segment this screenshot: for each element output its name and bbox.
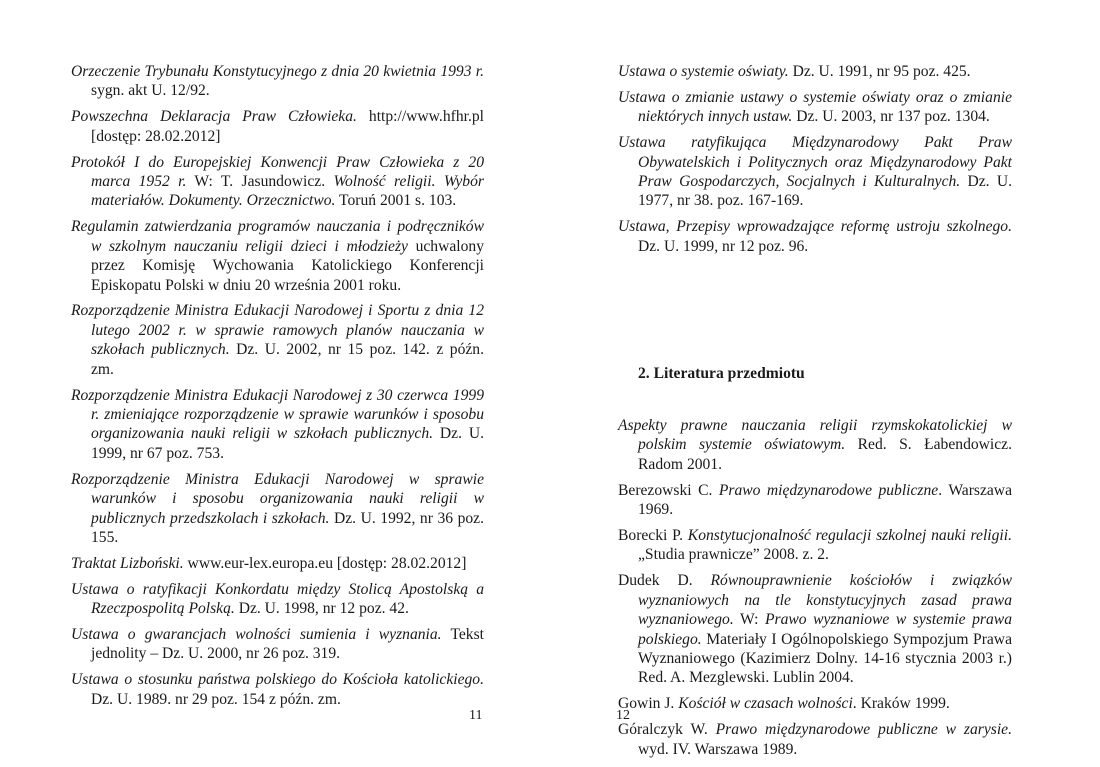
right-column [618,62,1012,758]
literature-entry: Góralczyk W. Prawo międzynarodowe publiczne w zarysie. wyd. IV. Warszawa 1989. [618,721,1012,758]
bibliography-entry: Ustawa ratyfikująca Międzynarodowy Pakt Praw Obywatelskich i Politycznych oraz Międzynarodowy Pakt Praw Gospodarczych, Socjalnych i Kulturalnych. Dz. U. 1977, nr 38. poz. 167-169. [618,134,1012,210]
bibliography-entry: Ustawa o ratyfikacji Konkordatu między Stolicą Apostolską a Rzeczpospolitą Polską. Dz. U. 1998, nr 12 poz. 42. [71,580,484,618]
right-page [550,0,1100,767]
literature-entry: Aspekty prawne nauczania religii rzymskokatolickiej w polskim systemie oświatowym. Red. S. Łabendowicz. Radom 2001. [618,417,1012,473]
bibliography-entry: Orzeczenie Trybunału Konstytucyjnego z dnia 20 kwietnia 1993 r. sygn. akt U. 12/92. [71,63,484,100]
bibliography-entry: Rozporządzenie Ministra Edukacji Narodowej z 30 czerwca 1999 r. zmieniające rozporządzenie w sprawie warunków i sposobu organizowania nauki religii w szkołach publicznych. Dz. U. 1999, nr 67 poz. 753. [71,386,484,462]
page-number: 12 [616,708,630,723]
bibliography-entry: Ustawa o stosunku państwa polskiego do Kościoła katolickiego. Dz. U. 1989. nr 29 poz. 154 z późn. zm. [71,671,484,708]
bibliography-entry: Regulamin zatwierdzania programów nauczania i podręczników w szkolnym nauczaniu religii dzieci i młodzieży uchwalony przez Komisję Wychowania Katolickiego Konferencji Episkopatu Polski w dniu 20 września 2001 roku. [71,218,484,294]
literature-entry: Borecki P. Konstytucjonalność regulacji szkolnej nauki religii. „Studia prawnicze” 2008. z. 2. [618,527,1012,564]
bibliography-entry: Rozporządzenie Ministra Edukacji Narodowej i Sportu z dnia 12 lutego 2002 r. w sprawie ramowych planów nauczania w szkołach publicznych. Dz. U. 2002, nr 15 poz. 142. z późn. zm. [71,302,484,378]
bibliography-entry: Ustawa o zmianie ustawy o systemie oświaty oraz o zmianie niektórych innych ustaw. Dz. U. 2003, nr 137 poz. 1304. [618,88,1012,126]
literature-entry: Gowin J. Kościół w czasach wolności. Kraków 1999. [618,695,950,713]
left-bibliography [71,62,484,716]
bibliography-entry: Ustawa o systemie oświaty. Dz. U. 1991, nr 95 poz. 425. [618,63,971,80]
literature-entry: Dudek D. Równouprawnienie kościołów i związków wyznaniowych na tle konstytucyjnych zasad prawa wyznaniowego. W: Prawo wyznaniowe w systemie prawa polskiego. Materiały I Ogólnopolskiego Sympozjum Prawa Wyznaniowego (Kazimierz Dolny. 14-16 stycznia 2003 r.) Red. A. Mezglewski. Lublin 2004. [618,572,1012,687]
right-bibliography [618,62,1012,256]
literature-list [618,416,1012,766]
bibliography-entry: Protokół I do Europejskiej Konwencji Praw Człowieka z 20 marca 1952 r. W: T. Jasundowicz. Wolność religii. Wybór materiałów. Dokumenty. Orzecznictwo. Toruń 2001 s. 103. [71,153,484,210]
bibliography-entry: Ustawa, Przepisy wprowadzające reformę ustroju szkolnego. Dz. U. 1999, nr 12 poz. 96. [618,218,1012,255]
literature-entry: Berezowski C. Prawo międzynarodowe publiczne. Warszawa 1969. [618,481,1012,519]
page-number: 11 [469,708,483,723]
section-heading: 2. Literatura przedmiotu [638,365,805,382]
bibliography-entry: Traktat Lizboński. www.eur-lex.europa.eu [dostęp: 28.02.2012] [71,554,467,572]
bibliography-entry: Rozporządzenie Ministra Edukacji Narodowej w sprawie warunków i sposobu organizowania nauki religii w publicznych przedszkolach i szkołach. Dz. U. 1992, nr 36 poz. 155. [71,470,484,546]
bibliography-entry: Ustawa o gwarancjach wolności sumienia i wyznania. Tekst jednolity – Dz. U. 2000, nr 26 poz. 319. [71,626,485,663]
bibliography-entry: Powszechna Deklaracja Praw Człowieka. http://www.hfhr.pl [dostęp: 28.02.2012] [71,108,484,145]
